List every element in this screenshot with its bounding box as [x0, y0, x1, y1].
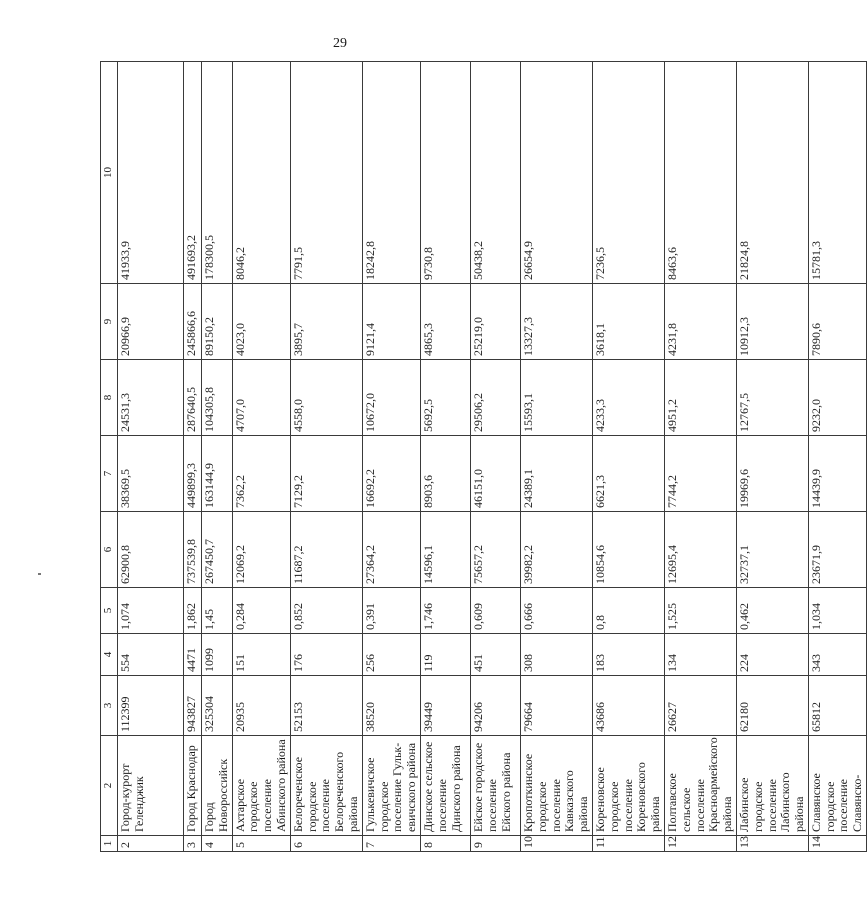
- rotated-table-frame: [100, 62, 865, 852]
- row-index: 8: [420, 836, 470, 852]
- col-9-value: 7890,6: [808, 284, 866, 360]
- row-index: 13: [736, 836, 808, 852]
- table-row: [664, 62, 736, 852]
- table-row: [232, 62, 290, 852]
- col-5-value: 1,525: [664, 588, 736, 634]
- municipality-name: Ахтарское городское поселение Абинского района: [232, 736, 290, 836]
- column-number: 3: [101, 676, 118, 736]
- col-4-value: 308: [520, 634, 592, 676]
- col-9-value: 20966,9: [118, 284, 184, 360]
- col-6-value: 12069,2: [232, 512, 290, 588]
- col-3-value: 39449: [420, 676, 470, 736]
- col-3-value: 43686: [592, 676, 664, 736]
- row-index: 3: [184, 836, 202, 852]
- table-row: [290, 62, 362, 852]
- column-number: 7: [101, 436, 118, 512]
- col-5-value: 1,862: [184, 588, 202, 634]
- col-10-value: 50438,2: [470, 62, 520, 284]
- col-10-value: 491693,2: [184, 62, 202, 284]
- row-index: 9: [470, 836, 520, 852]
- row-index: 6: [290, 836, 362, 852]
- col-10-value: 26654,9: [520, 62, 592, 284]
- col-5-value: 1,746: [420, 588, 470, 634]
- col-8-value: 15593,1: [520, 360, 592, 436]
- col-4-value: 183: [592, 634, 664, 676]
- municipality-name: Полтавское сельское поселение Красноармейского района: [664, 736, 736, 836]
- col-4-value: 256: [362, 634, 420, 676]
- col-8-value: 5692,5: [420, 360, 470, 436]
- col-7-value: 7744,2: [664, 436, 736, 512]
- data-table: [100, 61, 867, 852]
- municipality-name: Город Новороссийск: [202, 736, 233, 836]
- col-4-value: 224: [736, 634, 808, 676]
- col-3-value: 79664: [520, 676, 592, 736]
- municipality-name: Ейское городское поселение Ейского района: [470, 736, 520, 836]
- col-5-value: 0,852: [290, 588, 362, 634]
- row-index: 14: [808, 836, 866, 852]
- col-8-value: 104305,8: [202, 360, 233, 436]
- col-7-value: 163144,9: [202, 436, 233, 512]
- col-6-value: 267450,7: [202, 512, 233, 588]
- col-5-value: 0,8: [592, 588, 664, 634]
- table-body: [101, 62, 867, 852]
- col-10-value: 9730,8: [420, 62, 470, 284]
- col-10-value: 15781,3: [808, 62, 866, 284]
- row-index: 7: [362, 836, 420, 852]
- col-4-value: 451: [470, 634, 520, 676]
- col-7-value: 16692,2: [362, 436, 420, 512]
- table-row: [118, 62, 184, 852]
- col-9-value: 4023,0: [232, 284, 290, 360]
- col-10-value: 41933,9: [118, 62, 184, 284]
- col-8-value: 287640,5: [184, 360, 202, 436]
- col-6-value: 75657,2: [470, 512, 520, 588]
- col-6-value: 62900,8: [118, 512, 184, 588]
- col-10-value: 8463,6: [664, 62, 736, 284]
- col-9-value: 9121,4: [362, 284, 420, 360]
- col-4-value: 343: [808, 634, 866, 676]
- col-4-value: 554: [118, 634, 184, 676]
- col-5-value: 1,45: [202, 588, 233, 634]
- col-9-value: 13327,3: [520, 284, 592, 360]
- col-6-value: 12695,4: [664, 512, 736, 588]
- col-3-value: 325304: [202, 676, 233, 736]
- column-number: 9: [101, 284, 118, 360]
- municipality-name: Славянское городское поселение Славянско-: [808, 736, 866, 836]
- col-10-value: 8046,2: [232, 62, 290, 284]
- col-6-value: 11687,2: [290, 512, 362, 588]
- col-3-value: 94206: [470, 676, 520, 736]
- table-row: [520, 62, 592, 852]
- col-3-value: 38520: [362, 676, 420, 736]
- col-5-value: 0,462: [736, 588, 808, 634]
- col-4-value: 134: [664, 634, 736, 676]
- col-3-value: 20935: [232, 676, 290, 736]
- col-6-value: 39982,2: [520, 512, 592, 588]
- col-6-value: 14596,1: [420, 512, 470, 588]
- col-9-value: 3895,7: [290, 284, 362, 360]
- col-6-value: 32737,1: [736, 512, 808, 588]
- col-5-value: 1,074: [118, 588, 184, 634]
- col-5-value: 0,609: [470, 588, 520, 634]
- table-row: [592, 62, 664, 852]
- col-3-value: 112399: [118, 676, 184, 736]
- municipality-name: Город Краснодар: [184, 736, 202, 836]
- col-7-value: 24389,1: [520, 436, 592, 512]
- municipality-name: Город-курорт Геленджик: [118, 736, 184, 836]
- col-8-value: 4707,0: [232, 360, 290, 436]
- col-9-value: 245866,6: [184, 284, 202, 360]
- col-7-value: 14439,9: [808, 436, 866, 512]
- column-number: 4: [101, 634, 118, 676]
- col-7-value: 449899,3: [184, 436, 202, 512]
- col-10-value: 7236,5: [592, 62, 664, 284]
- municipality-name: Гулькевичское городское поселение Гулькевичского района: [362, 736, 420, 836]
- col-5-value: 1,034: [808, 588, 866, 634]
- column-number: 8: [101, 360, 118, 436]
- col-8-value: 4233,3: [592, 360, 664, 436]
- row-index: 12: [664, 836, 736, 852]
- scan-speck: [38, 573, 41, 575]
- col-8-value: 10672,0: [362, 360, 420, 436]
- col-3-value: 943827: [184, 676, 202, 736]
- col-6-value: 27364,2: [362, 512, 420, 588]
- col-6-value: 23671,9: [808, 512, 866, 588]
- col-3-value: 26627: [664, 676, 736, 736]
- municipality-name: Лабинское городское поселение Лабинского района: [736, 736, 808, 836]
- column-number: 5: [101, 588, 118, 634]
- col-6-value: 737539,8: [184, 512, 202, 588]
- col-7-value: 7129,2: [290, 436, 362, 512]
- col-3-value: 62180: [736, 676, 808, 736]
- table-row: [184, 62, 202, 852]
- column-number: 10: [101, 62, 118, 284]
- col-9-value: 3618,1: [592, 284, 664, 360]
- row-index: 10: [520, 836, 592, 852]
- col-8-value: 24531,3: [118, 360, 184, 436]
- col-8-value: 4951,2: [664, 360, 736, 436]
- col-4-value: 1099: [202, 634, 233, 676]
- column-number: 1: [101, 836, 118, 852]
- table-row: [362, 62, 420, 852]
- col-7-value: 6621,3: [592, 436, 664, 512]
- col-7-value: 38369,5: [118, 436, 184, 512]
- table-row: [202, 62, 233, 852]
- col-4-value: 176: [290, 634, 362, 676]
- municipality-name: Белореченское городское поселение Белореченского района: [290, 736, 362, 836]
- col-7-value: 46151,0: [470, 436, 520, 512]
- col-5-value: 0,666: [520, 588, 592, 634]
- col-9-value: 89150,2: [202, 284, 233, 360]
- col-7-value: 19969,6: [736, 436, 808, 512]
- col-8-value: 29506,2: [470, 360, 520, 436]
- table-row: [808, 62, 866, 852]
- col-10-value: 18242,8: [362, 62, 420, 284]
- page-number: 29: [333, 36, 347, 51]
- col-3-value: 65812: [808, 676, 866, 736]
- table-row: [420, 62, 470, 852]
- col-7-value: 7362,2: [232, 436, 290, 512]
- table-row: [736, 62, 808, 852]
- col-5-value: 0,391: [362, 588, 420, 634]
- col-4-value: 119: [420, 634, 470, 676]
- row-index: 2: [118, 836, 184, 852]
- col-4-value: 4471: [184, 634, 202, 676]
- row-index: 5: [232, 836, 290, 852]
- col-5-value: 0,284: [232, 588, 290, 634]
- column-number: 2: [101, 736, 118, 836]
- table-row: [470, 62, 520, 852]
- row-index: 4: [202, 836, 233, 852]
- column-number: 6: [101, 512, 118, 588]
- col-8-value: 9232,0: [808, 360, 866, 436]
- col-9-value: 10912,3: [736, 284, 808, 360]
- col-6-value: 10854,6: [592, 512, 664, 588]
- col-9-value: 25219,0: [470, 284, 520, 360]
- col-9-value: 4865,3: [420, 284, 470, 360]
- col-7-value: 8903,6: [420, 436, 470, 512]
- col-10-value: 21824,8: [736, 62, 808, 284]
- column-number-row: [101, 62, 118, 852]
- municipality-name: Динское сельское поселение Динского района: [420, 736, 470, 836]
- col-8-value: 12767,5: [736, 360, 808, 436]
- col-10-value: 178300,5: [202, 62, 233, 284]
- municipality-name: Кореновское городское поселение Кореновского района: [592, 736, 664, 836]
- row-index: 11: [592, 836, 664, 852]
- col-4-value: 151: [232, 634, 290, 676]
- municipality-name: Кропоткинское городское поселение Кавказского района: [520, 736, 592, 836]
- col-3-value: 52153: [290, 676, 362, 736]
- col-9-value: 4231,8: [664, 284, 736, 360]
- col-8-value: 4558,0: [290, 360, 362, 436]
- col-10-value: 7791,5: [290, 62, 362, 284]
